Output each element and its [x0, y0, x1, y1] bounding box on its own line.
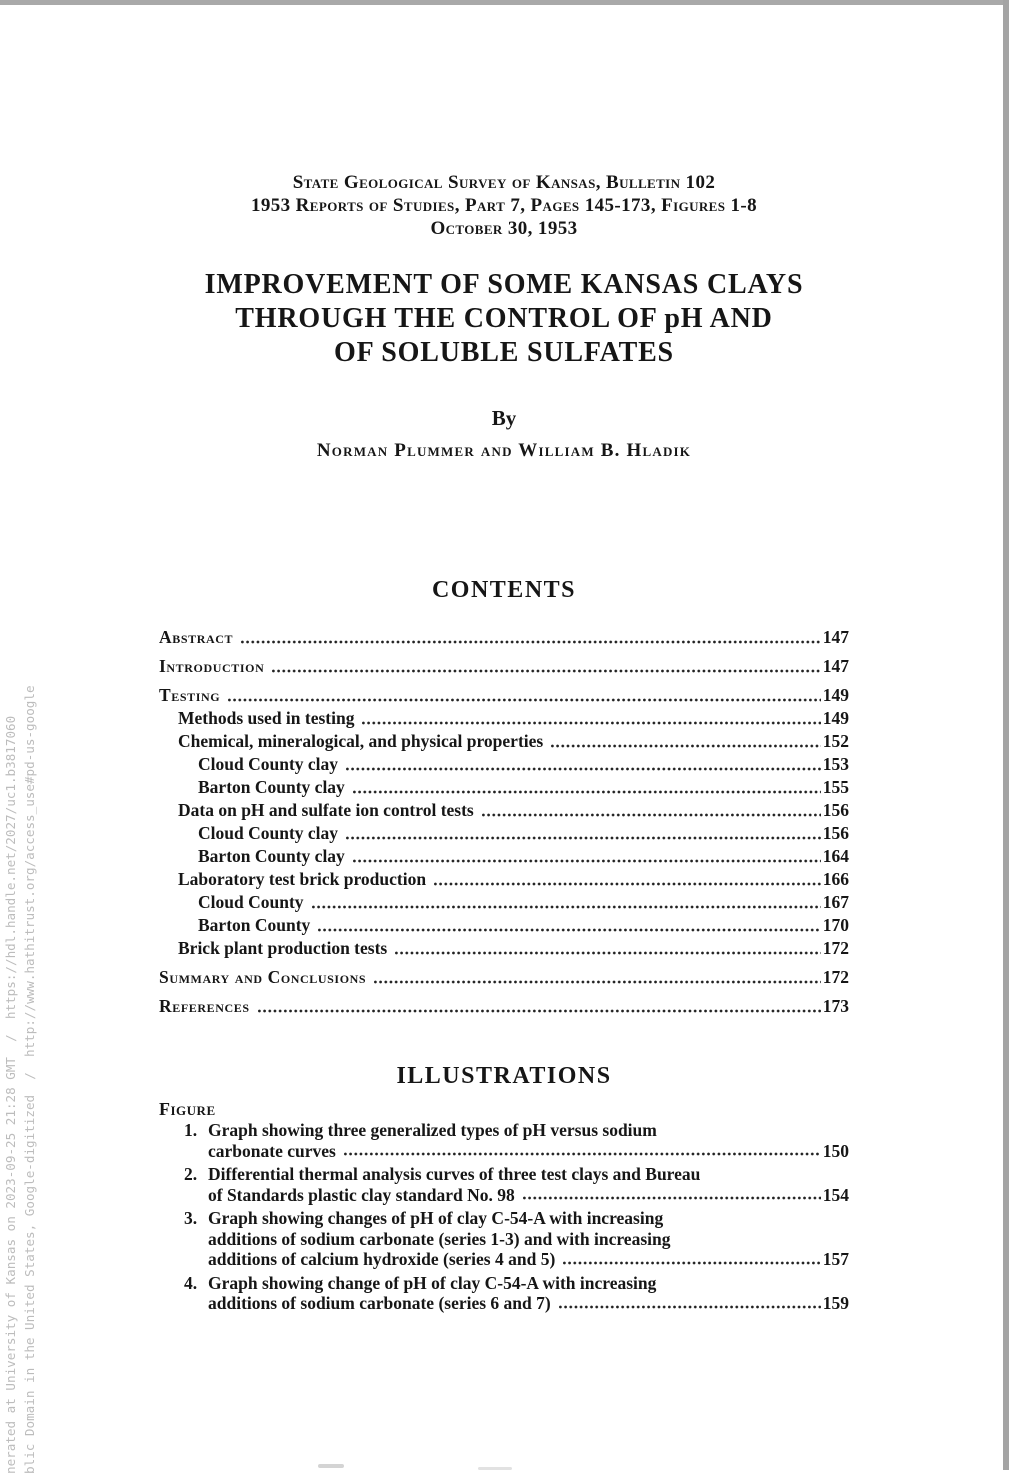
toc-entry-page: 152 [822, 731, 849, 751]
toc-entry-page: 166 [822, 869, 849, 889]
dot-leader [551, 744, 821, 748]
toc-entry-page: 156 [822, 823, 849, 843]
dot-leader [434, 882, 821, 886]
figure-entry-page: 150 [822, 1140, 849, 1161]
toc-entry [159, 845, 849, 868]
toc-entry [159, 626, 849, 649]
masthead-line-1: State Geological Survey of Kansas, Bulletin 102 [292, 172, 716, 193]
illustrations-list [159, 1120, 849, 1314]
figure-caption-line: additions of calcium hydroxide (series 4 and 5) [208, 1249, 556, 1269]
page-title [139, 268, 869, 370]
toc-entry [159, 868, 849, 891]
toc-entry [159, 937, 849, 960]
dot-leader [228, 698, 821, 702]
toc-entry-label: Testing [159, 685, 221, 705]
dot-leader [523, 1196, 821, 1200]
figure-caption [208, 1273, 849, 1314]
figure-number: 3. [184, 1208, 198, 1228]
dot-leader [563, 1261, 820, 1265]
dot-leader [395, 951, 821, 955]
toc-entry-label: Cloud County [198, 892, 304, 912]
scan-border-top [0, 0, 1009, 5]
toc-entry [159, 799, 849, 822]
byline-by: By [491, 406, 517, 430]
dot-leader [344, 1152, 821, 1156]
toc-entry-label: Cloud County clay [198, 823, 339, 843]
toc-entry-page: 149 [822, 685, 849, 705]
figure-column-label: Figure [159, 1099, 216, 1119]
hathitrust-watermark-line-1: nerated at University of Kansas on 2023-09-25 21:28 GMT / https://hdl.handle.net/2027/uc1.b3817060 [3, 715, 18, 1474]
scan-border-right [1003, 0, 1009, 1470]
figure-entry [159, 1164, 849, 1205]
contents-heading: CONTENTS [431, 577, 577, 603]
figure-caption [208, 1120, 849, 1161]
masthead [159, 171, 849, 240]
toc-entry-page: 149 [822, 708, 849, 728]
toc-entry-page: 147 [822, 627, 849, 647]
dot-leader [312, 905, 821, 909]
figure-caption-line: additions of sodium carbonate (series 6 and 7) [208, 1293, 551, 1313]
toc-entry-label: Methods used in testing [178, 708, 355, 728]
figure-caption [208, 1164, 849, 1205]
dot-leader [272, 669, 820, 673]
dot-leader [353, 859, 821, 863]
dot-leader [241, 640, 821, 644]
toc-entry-label: Barton County clay [198, 777, 345, 797]
figure-caption-line: Differential thermal analysis curves of three test clays and Bureau [208, 1164, 701, 1184]
toc-entry [159, 684, 849, 707]
figure-entry [159, 1273, 849, 1314]
toc-entry [159, 753, 849, 776]
toc-entry [159, 776, 849, 799]
byline-authors: Norman Plummer and William B. Hladik [316, 440, 692, 461]
dot-leader [374, 980, 821, 984]
page-title-line-3: OF SOLUBLE SULFATES [334, 337, 674, 368]
dot-leader [318, 928, 820, 932]
figure-number: 2. [184, 1164, 198, 1184]
dot-leader [362, 721, 820, 725]
toc-entry [159, 966, 849, 989]
figure-caption-line: Graph showing change of pH of clay C-54-A with increasing [208, 1272, 657, 1293]
toc-entry [159, 914, 849, 937]
toc-entry-label: Cloud County clay [198, 754, 339, 774]
toc-entry-page: 156 [822, 800, 849, 820]
toc-entry [159, 730, 849, 753]
dot-leader [482, 813, 821, 817]
figure-entry [159, 1208, 849, 1270]
toc-entry-label: Brick plant production tests [178, 938, 388, 958]
figure-entry-page: 154 [822, 1184, 849, 1205]
figure-caption [208, 1208, 849, 1270]
toc-entry [159, 707, 849, 730]
toc-entry-page: 167 [822, 892, 849, 912]
dot-leader [353, 790, 821, 794]
toc-entry-page: 172 [822, 938, 849, 958]
toc-entry-label: Chemical, mineralogical, and physical properties [178, 731, 544, 751]
toc-entry-label: Introduction [159, 656, 265, 676]
table-of-contents [159, 626, 849, 1018]
figure-entry-page: 159 [822, 1293, 849, 1313]
toc-entry-page: 172 [822, 967, 849, 987]
toc-entry-label: Laboratory test brick production [178, 869, 427, 889]
toc-entry [159, 655, 849, 678]
figure-entry-page: 157 [822, 1249, 849, 1269]
dot-leader [258, 1009, 821, 1013]
figure-number: 4. [184, 1272, 198, 1293]
toc-entry-page: 153 [822, 754, 849, 774]
toc-entry-page: 164 [822, 846, 849, 866]
toc-entry [159, 822, 849, 845]
figure-caption-line: Graph showing changes of pH of clay C-54-A with increasing [208, 1208, 664, 1228]
figure-caption-line: carbonate curves [208, 1140, 336, 1161]
toc-entry-page: 147 [822, 656, 849, 676]
dot-leader [346, 767, 821, 771]
hathitrust-watermark-line-2: blic Domain in the United States, Google-digitized / http://www.hathitrust.org/access_use#pd-us-google [22, 685, 37, 1474]
figure-caption-line: Graph showing three generalized types of pH versus sodium [208, 1120, 657, 1140]
figure-caption-line: additions of sodium carbonate (series 1-3) and with increasing [208, 1228, 671, 1249]
toc-entry-label: Data on pH and sulfate ion control tests [178, 800, 474, 820]
masthead-line-3: October 30, 1953 [430, 218, 578, 239]
toc-entry-page: 173 [822, 996, 849, 1016]
toc-entry-page: 170 [822, 915, 849, 935]
figure-caption-line: of Standards plastic clay standard No. 98 [208, 1184, 515, 1205]
illustrations-heading: ILLUSTRATIONS [396, 1063, 612, 1089]
toc-entry-label: References [159, 996, 250, 1016]
toc-entry [159, 995, 849, 1018]
toc-entry [159, 891, 849, 914]
toc-entry-page: 155 [822, 777, 849, 797]
figure-entry [159, 1120, 849, 1161]
toc-entry-label: Summary and Conclusions [159, 967, 367, 987]
page-title-line-1: IMPROVEMENT OF SOME KANSAS CLAYS [204, 269, 804, 300]
toc-entry-label: Barton County clay [198, 846, 345, 866]
figure-number: 1. [184, 1120, 198, 1140]
masthead-line-2: 1953 Reports of Studies, Part 7, Pages 145-173, Figures 1-8 [250, 195, 758, 216]
dot-leader [346, 836, 821, 840]
toc-entry-label: Barton County [198, 915, 311, 935]
dot-leader [559, 1305, 821, 1309]
page-title-line-2: THROUGH THE CONTROL OF pH AND [235, 303, 773, 334]
scan-artifact [318, 1464, 344, 1468]
toc-entry-label: Abstract [159, 627, 234, 647]
